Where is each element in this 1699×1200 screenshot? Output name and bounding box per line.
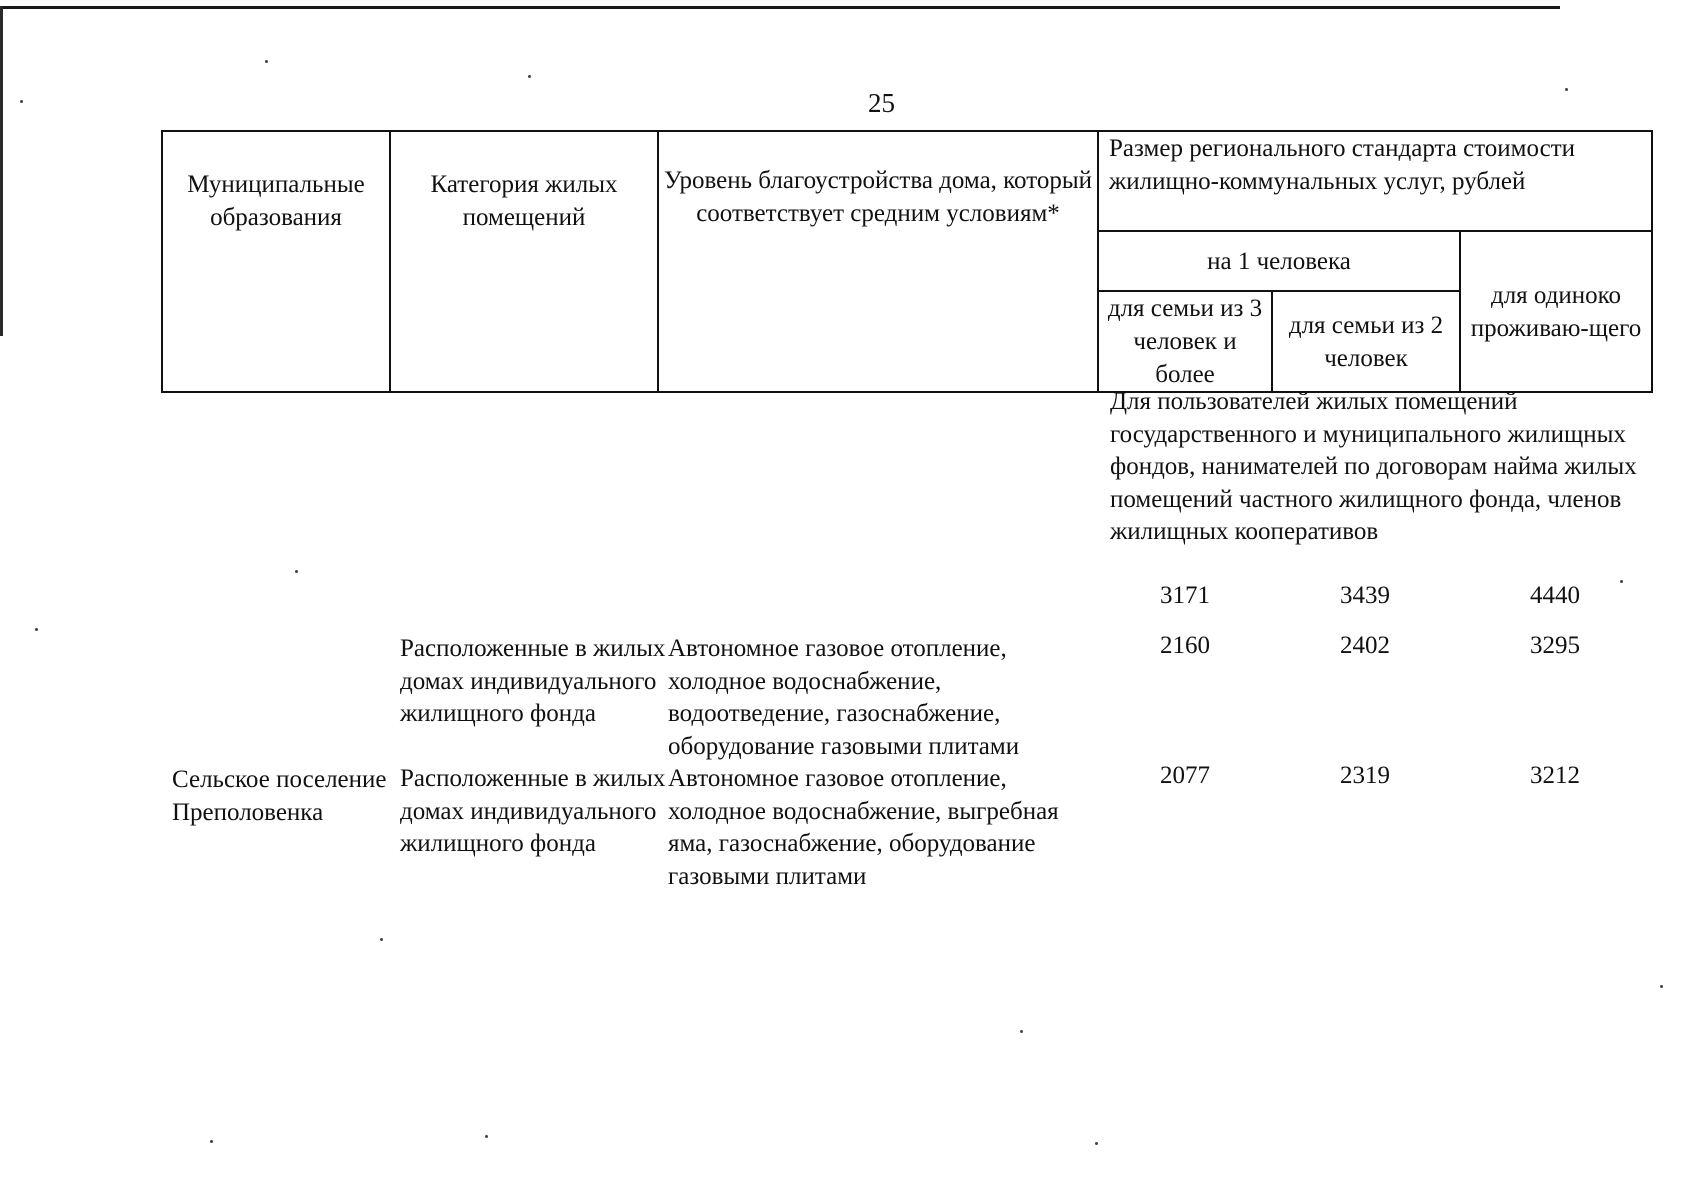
header-level: Уровень благоустройства дома, который соответствует средним условиям* [658, 131, 1098, 392]
scan-speck [1020, 1030, 1023, 1033]
row1-value-family2: 2402 [1340, 632, 1390, 659]
header-municipal: Муниципальные образования [162, 131, 390, 392]
header-standard: Размер регионального стандарта стоимости жилищно-коммунальных услуг, рублей [1098, 131, 1652, 231]
row2-value-family2: 2319 [1340, 762, 1390, 789]
row2-value-family3: 2077 [1160, 762, 1210, 789]
row2-category: Расположенные в жилых домах индивидуального жилищного фонда [400, 765, 666, 857]
header-single: для одиноко проживаю-щего [1460, 231, 1652, 392]
section-value-family3: 3171 [1160, 582, 1210, 609]
scan-speck [35, 628, 38, 631]
row2-level: Автономное газовое отопление, холодное водоснабжение, выгребная яма, газоснабжение, оборудование газовыми плитами [668, 765, 1059, 890]
header-family3: для семьи из 3 человек и более [1098, 291, 1272, 392]
section-note: Для пользователей жилых помещений государственного и муниципального жилищных фондов, нанимателей по договорам найма жилых помещений частного жилищного фонда, членов жилищных кооперативов [1110, 388, 1637, 545]
scan-border-left [0, 6, 3, 336]
scan-speck [1565, 88, 1568, 91]
row2-value-single: 3212 [1530, 762, 1580, 789]
scan-speck [20, 100, 23, 103]
scan-speck [295, 570, 298, 573]
scan-speck [1095, 1142, 1098, 1145]
row1-level: Автономное газовое отопление, холодное водоснабжение, водоотведение, газоснабжение, оборудование газовыми плитами [668, 635, 1020, 760]
scan-speck [1660, 985, 1663, 988]
section-value-single: 4440 [1530, 582, 1580, 609]
scan-border-top [0, 6, 1560, 9]
page-number: 25 [868, 88, 895, 118]
header-category: Категория жилых помещений [390, 131, 658, 392]
row1-value-single: 3295 [1530, 632, 1580, 659]
scan-speck [210, 1140, 213, 1143]
scan-speck [528, 75, 531, 78]
header-per-person: на 1 человека [1098, 231, 1460, 291]
row1-category: Расположенные в жилых домах индивидуального жилищного фонда [400, 635, 666, 727]
scan-speck [1620, 580, 1623, 583]
row1-value-family3: 2160 [1160, 632, 1210, 659]
header-table [161, 130, 1653, 393]
header-family2: для семьи из 2 человек [1272, 291, 1460, 392]
section-value-family2: 3439 [1340, 582, 1390, 609]
scan-speck [380, 938, 383, 941]
scan-speck [485, 1135, 488, 1138]
scan-speck [265, 60, 268, 63]
row2-municipal: Сельское поселение Преполовенка [172, 766, 387, 826]
